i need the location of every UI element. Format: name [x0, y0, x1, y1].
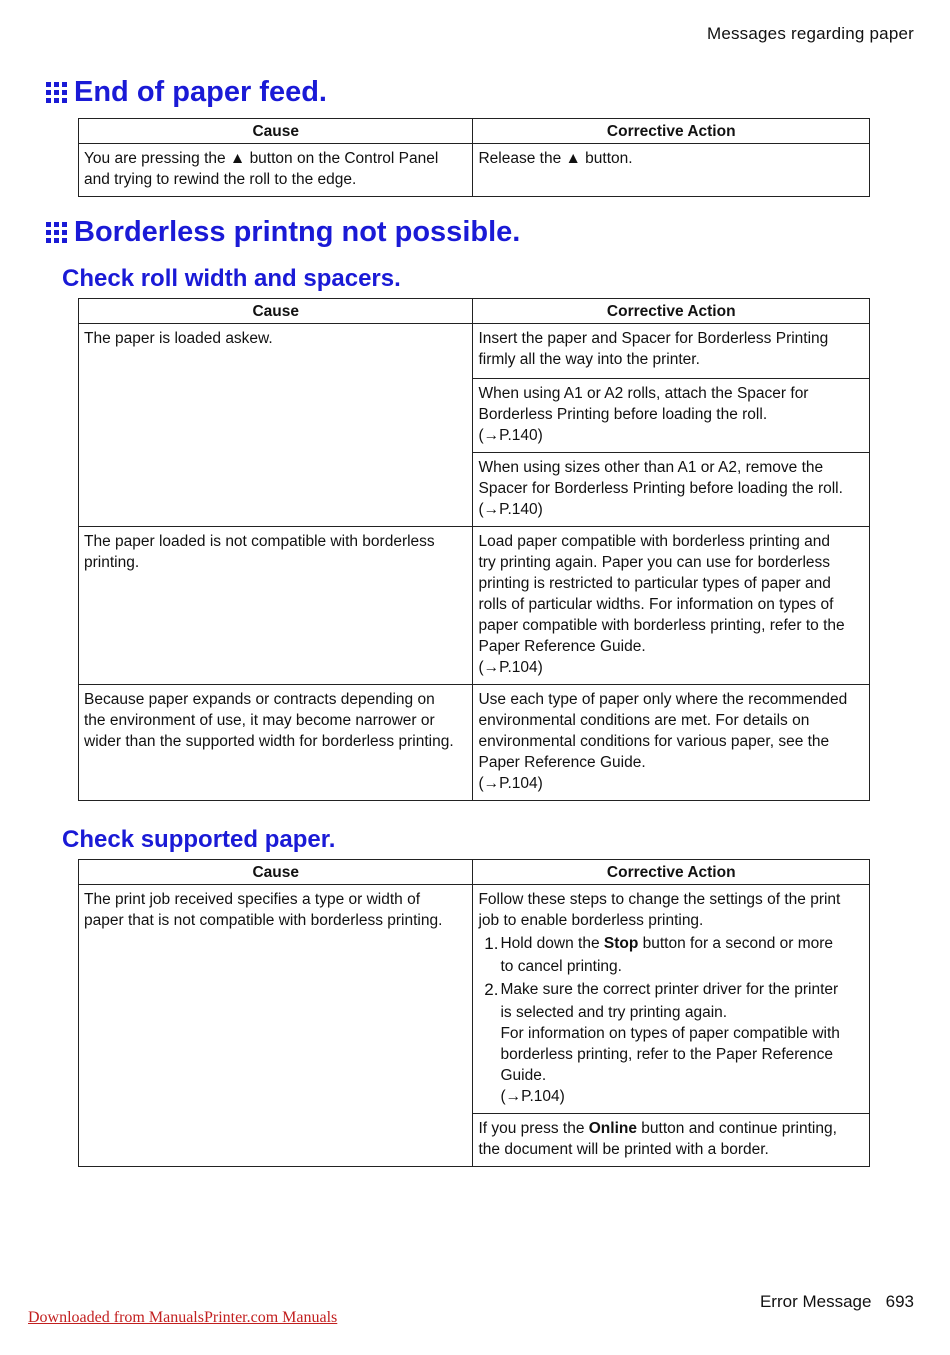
section-title-text: Borderless printng not possible. [74, 216, 521, 248]
column-header-cause: Cause [79, 119, 473, 144]
page-reference: (→P.140) [478, 427, 543, 444]
grid-dots-icon [46, 222, 68, 244]
supported-paper-table [78, 859, 870, 1167]
column-header-action: Corrective Action [473, 299, 870, 324]
table-row [79, 144, 870, 197]
section-title-borderless [46, 216, 520, 249]
roll-width-table [78, 298, 870, 801]
action-cell: When using sizes other than A1 or A2, remove the Spacer for Borderless Printing before loading the roll. (→P.140) [473, 453, 870, 527]
action-cell: If you press the Online button and continue printing, the document will be printed with a border. [473, 1114, 870, 1167]
subsection-title-roll-width: Check roll width and spacers. [62, 265, 401, 292]
cause-cell: The print job received specifies a type or width of paper that is not compatible with borderless printing. [79, 885, 473, 1167]
page-reference: (→P.104) [478, 659, 543, 676]
action-cell: Load paper compatible with borderless printing and try printing again. Paper you can use for borderless printing is restricted to particular types of paper and rolls of particular widths. For information on types of paper compatible with borderless printing, refer to the Paper Reference Guide. (→P.104) [473, 527, 870, 685]
download-link[interactable]: Downloaded from ManualsPrinter.com Manuals [28, 1309, 338, 1326]
running-header: Messages regarding paper [706, 24, 914, 43]
table-row [79, 685, 870, 801]
table-row [79, 885, 870, 1114]
section-title-end-of-paper-feed [46, 76, 327, 109]
page-reference: (→P.104) [500, 1088, 565, 1105]
column-header-cause: Cause [79, 299, 473, 324]
page-reference: (→P.140) [478, 501, 543, 518]
action-cell: Release the ▲ button. [473, 144, 870, 197]
step-1: 1. Hold down the Stop button for a second or more to cancel printing. [484, 934, 834, 975]
column-header-action: Corrective Action [473, 860, 870, 885]
cause-cell: The paper is loaded askew. [79, 324, 473, 527]
stop-button-label: Stop [603, 935, 639, 952]
step-2: 2. Make sure the correct printer driver for the printer is selected and try printing again. For information on types of paper compatible with borderless printing, refer to the Paper Reference Guide. (→P.104) [478, 979, 864, 1107]
end-of-paper-feed-table [78, 118, 870, 197]
section-title-text: End of paper feed. [74, 76, 327, 108]
cause-cell: Because paper expands or contracts depending on the environment of use, it may become narrower or wider than the supported width for borderless printing. [79, 685, 473, 801]
action-cell: Follow these steps to change the settings of the print job to enable borderless printing. 1. Hold down the Stop button for a second or more to cancel printing. 2. Make sure the correct printer driver for the printer is selected and try printing again. For information on types of paper compatible with borderless printing, refer to the Paper Reference Guide. (→P.104) [473, 885, 870, 1114]
page-footer [760, 1292, 914, 1312]
page-number: 693 [885, 1292, 914, 1311]
column-header-cause: Cause [79, 860, 473, 885]
grid-dots-icon [46, 82, 68, 104]
column-header-action: Corrective Action [473, 119, 870, 144]
footer-section: Error Message [759, 1292, 872, 1311]
table-row [79, 527, 870, 685]
action-cell: Insert the paper and Spacer for Borderless Printing firmly all the way into the printer. [473, 324, 870, 379]
online-button-label: Online [588, 1120, 637, 1137]
subsection-title-supported-paper: Check supported paper. [62, 826, 336, 853]
page-reference: (→P.104) [478, 775, 543, 792]
cause-cell: You are pressing the ▲ button on the Control Panel and trying to rewind the roll to the edge. [79, 144, 473, 197]
action-cell: Use each type of paper only where the recommended environmental conditions are met. For details on environmental conditions for various paper, see the Paper Reference Guide. (→P.104) [473, 685, 870, 801]
table-row [79, 324, 870, 379]
action-cell: When using A1 or A2 rolls, attach the Spacer for Borderless Printing before loading the roll. (→P.140) [473, 379, 870, 453]
cause-cell: The paper loaded is not compatible with borderless printing. [79, 527, 473, 685]
